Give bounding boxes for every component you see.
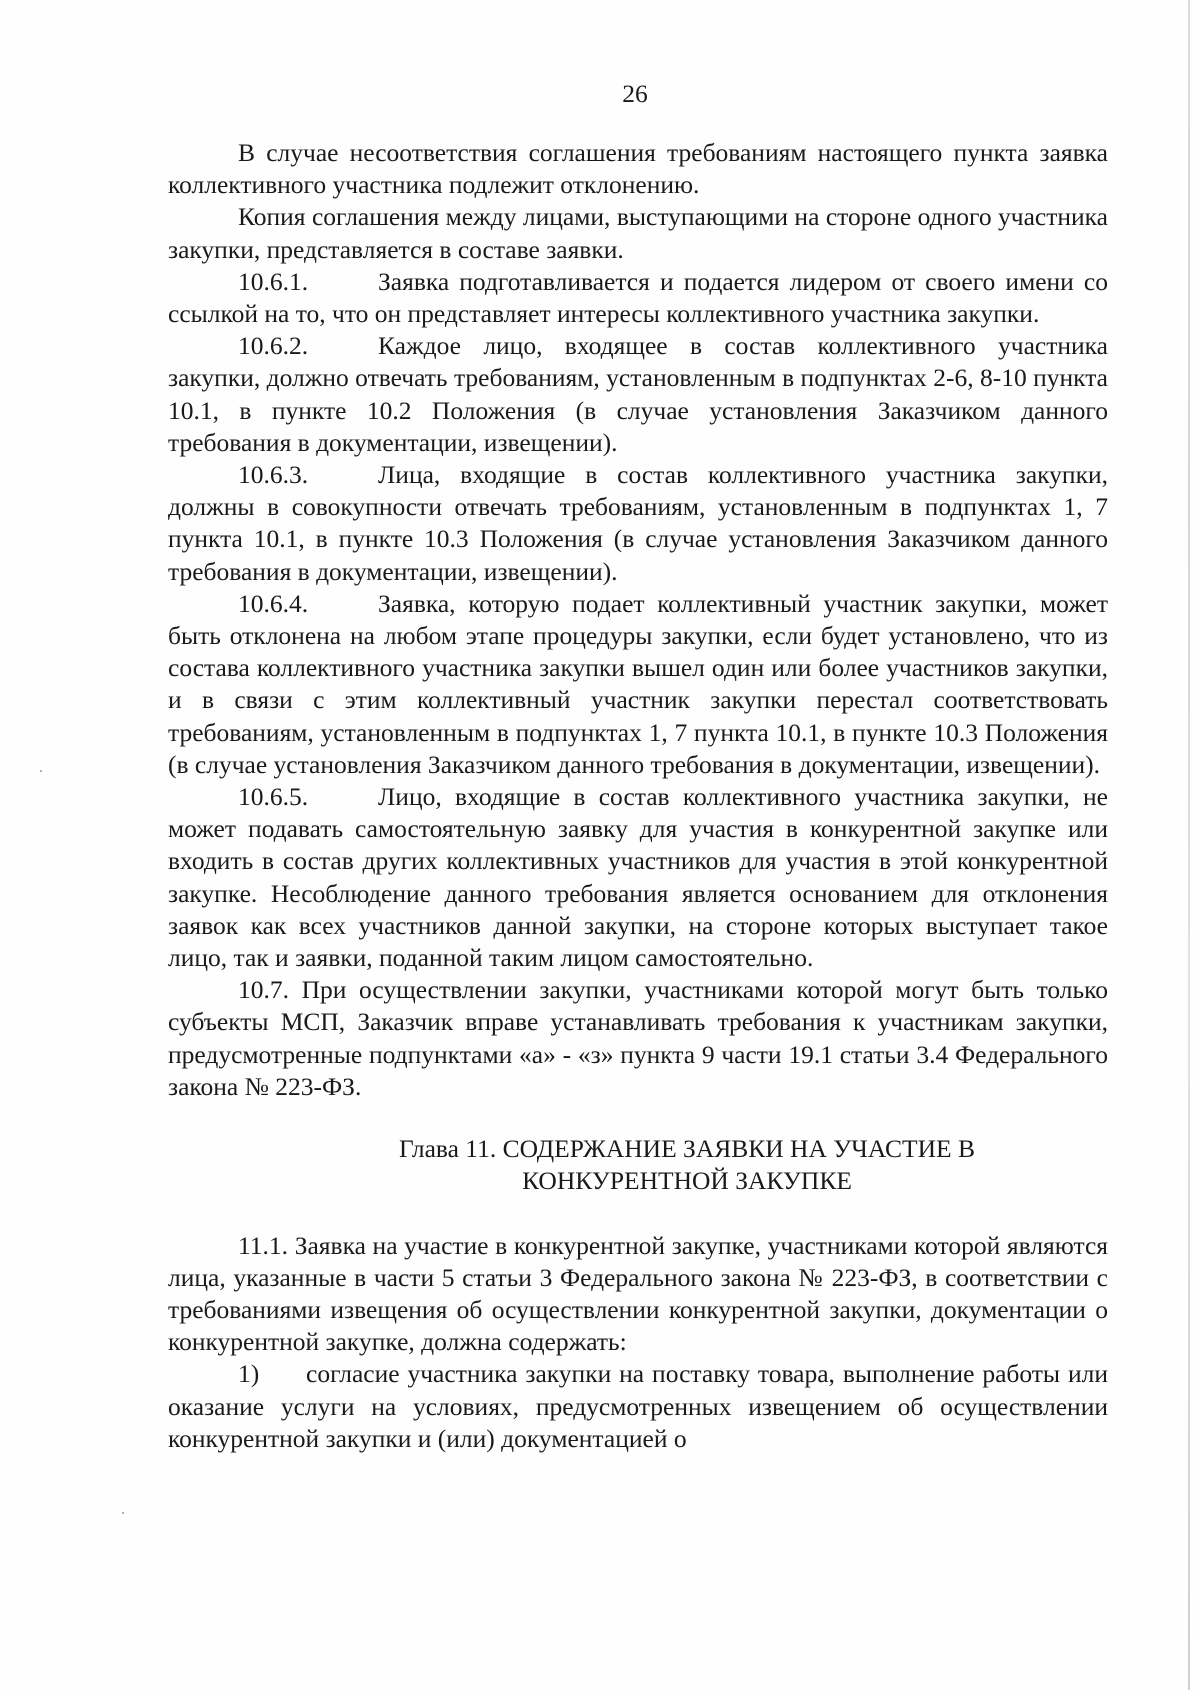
chapter-title-line-1: Глава 11. СОДЕРЖАНИЕ ЗАЯВКИ НА УЧАСТИЕ В [399, 1134, 975, 1164]
item-text: Заявка подготавливается и подается лидером от своего имени со ссылкой на то, что он представляет интересы коллективного участника закупки. [168, 266, 1108, 329]
document-body [168, 137, 1108, 1455]
paragraph: Копия соглашения между лицами, выступающими на стороне одного участника закупки, представляется в составе заявки. [168, 202, 1108, 264]
item-text: Лицо, входящие в состав коллективного участника закупки, не может подавать самостоятельную заявку для участия в конкурентной закупке или входить в состав других коллективных участников для участия в этой конкурентной закупке. Несоблюдение данного требования является основанием для отклонения заявок как всех участников данной закупки, на стороне которых выступает такое лицо, так и заявки, поданной таким лицом самостоятельно. [168, 782, 1108, 973]
paragraph-11-1: 11.1. Заявка на участие в конкурентной закупке, участниками которой являются лица, указанные в части 5 статьи 3 Федерального закона № 223-ФЗ, в соответствии с требованиями извещения об осуществлении конкурентной закупки, документации о конкурентной закупке, должна содержать: [168, 1230, 1108, 1357]
paragraph-10-7: 10.7. При осуществлении закупки, участниками которой могут быть только субъекты МСП, Заказчик вправе устанавливать требования к участникам закупки, предусмотренные подпунктами «а» - «з» пункта 9 части 19.1 статьи 3.4 Федерального закона № 223-ФЗ. [168, 975, 1108, 1101]
item-number: 10.6.5. [238, 782, 309, 812]
scan-speck [122, 1512, 124, 1514]
numbered-item [168, 781, 1108, 974]
list-item-number: 1) [238, 1359, 260, 1389]
item-number: 10.6.2. [238, 331, 309, 361]
page-number: 26 [622, 79, 648, 108]
numbered-item [168, 588, 1108, 781]
list-item [168, 1358, 1108, 1455]
numbered-item [168, 459, 1108, 588]
chapter-title-line-2: КОНКУРЕНТНОЙ ЗАКУПКЕ [522, 1166, 852, 1196]
item-number: 10.6.3. [238, 460, 309, 490]
paragraph: В случае несоответствия соглашения требованиям настоящего пункта заявка коллективного участника подлежит отклонению. [168, 138, 1108, 200]
item-number: 10.6.4. [238, 588, 309, 618]
scan-edge [1188, 0, 1190, 1690]
item-text: Каждое лицо, входящее в состав коллективного участника закупки, должно отвечать требованиям, установленным в подпунктах 2-6, 8-10 пункта 10.1, в пункте 10.2 Положения (в случае установления Заказчиком данного требования в документации, извещении). [168, 331, 1108, 457]
scan-speck [40, 770, 42, 772]
chapter-heading [168, 1133, 1108, 1197]
list-item-text: согласие участника закупки на поставку товара, выполнение работы или оказание услуги на условиях, предусмотренных извещением об осуществлении конкурентной закупки и (или) документацией о [168, 1359, 1108, 1453]
item-text: Лица, входящие в состав коллективного участника закупки, должны в совокупности отвечать требованиям, установленным в подпунктах 1, 7 пункта 10.1, в пункте 10.3 Положения (в случае установления Заказчиком данного требования в документации, извещении). [168, 460, 1108, 586]
numbered-item [168, 266, 1108, 330]
numbered-item [168, 330, 1108, 459]
item-number: 10.6.1. [238, 266, 309, 296]
item-text: Заявка, которую подает коллективный участник закупки, может быть отклонена на любом этапе процедуры закупки, если будет установлено, что из состава коллективного участника закупки вышел один или более участников закупки, и в связи с этим коллективный участник закупки перестал соответствовать требованиям, установленным в подпунктах 1, 7 пункта 10.1, в пункте 10.3 Положения (в случае установления Заказчиком данного требования в документации, извещении). [168, 588, 1108, 779]
